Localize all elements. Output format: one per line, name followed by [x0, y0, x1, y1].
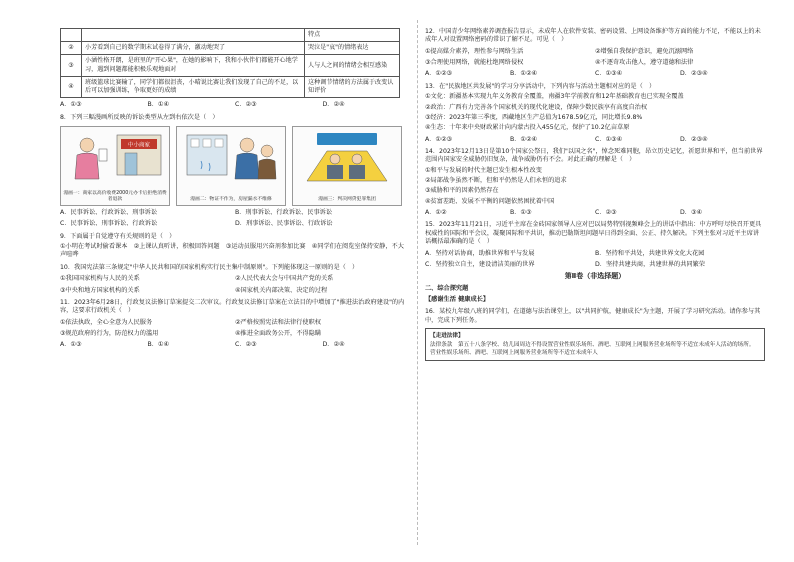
part2-subtitle: 【感谢生活 健康成长】	[425, 296, 490, 304]
option-b[interactable]: B．①③	[510, 209, 532, 217]
q8-options	[60, 209, 410, 217]
option-d[interactable]: D．③④	[680, 209, 703, 217]
statement-4: ④国家机关内部决策、决定的过程	[235, 286, 328, 294]
q9-text: 9．下面属于自觉遵守有关规则的是（ ）	[60, 232, 176, 240]
option-b[interactable]: B．①④	[147, 341, 170, 349]
q12-text: 12．中国青少年网络素养调查报告显示，未成年人在软件安装、密码设置、上网设备维护等方面的能力不足，不能以上的未成年人对设置网络密码的常识了解不足。可见（ ）	[425, 28, 761, 44]
option-d[interactable]: D．②③④	[680, 70, 708, 78]
option-a[interactable]: A．①②	[425, 209, 447, 217]
statement-1: ①提高媒介素养，理性参与网络生活	[425, 47, 524, 55]
q15-text: 15．2023年11月21日，习近平主席在金砖国家领导人应对巴以局势特别视频峰会上的讲话中指出：中方呼吁尽快召开更具权威性的国际和平会议，凝聚国际和平共识，推动巴勒斯坦问题早日得到全面、公正、持久解决。下列主张对习近平主席讲话概括最准确的是（ ）	[425, 221, 762, 246]
q12-statements	[425, 59, 765, 67]
option-b[interactable]: B．刑事诉讼、行政诉讼、民事诉讼	[235, 209, 333, 217]
q14-statement-2: ②局部战争虽然不断，但和平仍然是人们永恒的追求	[425, 177, 567, 185]
comic-strip	[60, 126, 410, 206]
q9-statements: ①小明在考试时偷看课本 ②上课认真听讲，积极回答问题 ③运动员服用兴奋剂参加比赛 ④同学们在阅览室保持安静，不大声喧哗	[60, 243, 404, 259]
comic-3	[292, 126, 402, 206]
row-description: 小芳看到自己的数学期末试卷得了满分，激动地哭了	[82, 42, 305, 55]
q15-options	[425, 261, 765, 269]
option-b[interactable]: B．①④	[147, 101, 170, 109]
q16-text: 16．某校九年级八班的同学们，在道德与法治课堂上，以"共同护航，健康成长"为主题，开展了学习研究活动。请你参与其中，完成下列任务。	[425, 308, 761, 324]
q10-text: 10．我国宪法第三条规定"中华人民共和国的国家机构实行民主集中制原则"。下列能体现这一原则的是（ ）	[60, 263, 359, 271]
table-header: 特点	[305, 29, 400, 42]
law-box-title: 【走进法律】	[430, 333, 464, 340]
row-number: ④	[61, 76, 82, 97]
option-c[interactable]: C．坚持独立自主，建设清洁美丽的世界	[425, 260, 535, 268]
q11-options	[60, 341, 410, 349]
row-description: 班级篮球比赛输了，同学们都很沮丧，小晴说比赛让我们发现了自己的不足，以后可以加强训练，争取更好的成绩	[82, 76, 305, 97]
statement-3: ③合理使用网络，就能杜绝网络侵权	[425, 59, 524, 67]
q10-statements	[60, 287, 410, 295]
comic-2-caption: 漫画二：物证不作为，房屋漏水不维修	[190, 197, 272, 203]
q11-statements	[60, 319, 410, 327]
statement-2: ②人民代表大会与中国共产党的关系	[235, 275, 334, 283]
option-c[interactable]: C．②③	[235, 101, 257, 109]
table-cell	[61, 29, 82, 42]
law-box	[425, 328, 765, 361]
option-d[interactable]: D．刑事诉讼、民事诉讼、行政诉讼	[235, 220, 333, 228]
option-b[interactable]: B．①②④	[510, 135, 538, 143]
option-c[interactable]: C．①③④	[595, 70, 623, 78]
row-description: 小涵性格开朗，是班里的"开心果"，在她的影响下，我和小伙伴们都能开心地学习，遇到问题都能积极乐观地面对	[82, 55, 305, 76]
q8-text: 8．下列三幅漫画所反映的诉讼类型从左到右依次是（ ）	[60, 113, 219, 121]
table-row	[61, 76, 400, 97]
table-row	[61, 55, 400, 76]
option-a[interactable]: A．民事诉讼、行政诉讼、刑事诉讼	[60, 209, 158, 217]
q13-item-4: ④生态：十年来中央财政累计向内蒙古投入455亿元，保护了10.2亿亩草原	[425, 124, 630, 132]
q14-statement-3: ③威胁和平的因素仍然存在	[425, 187, 499, 195]
option-c[interactable]: C．②③	[595, 209, 617, 217]
q13-item-3: ③经济：2023年第三季度，西藏地区生产总值为1678.59亿元，同比增长9.8%	[425, 113, 643, 121]
shop-sign: 中小商家	[127, 142, 151, 149]
q15-options	[425, 250, 765, 258]
q14-options	[425, 209, 765, 217]
table-row	[61, 42, 400, 55]
q12-options	[425, 70, 765, 78]
q11-text: 11．2023年6月28日，行政复议法修订草案提交二次审议。行政复议法修订草案在立法目的中增加了"推进法治政府建设"的内容，这要求行政机关（ ）	[60, 298, 405, 315]
law-box-text: 法律条款 第五十八条学校、幼儿园周边不得设置营业性娱乐场所、酒吧、互联网上网服务营业场所等不适宜未成年人活动的场所。营业性娱乐场所、酒吧、互联网上网服务营业场所等不适宜未成年人	[430, 341, 755, 356]
comic-1-caption: 漫画一：商家以高价收费2000元办卡后拒绝消费者退款	[63, 191, 167, 203]
statement-1: ①依法执政，全心全意为人民服务	[60, 318, 153, 326]
row-feature: 这种调节情绪的方法属于改变认知评价	[305, 76, 400, 97]
row-number: ③	[61, 55, 82, 76]
statement-2: ②严格按照宪法和法律行使职权	[235, 318, 321, 326]
comic-1	[60, 126, 170, 206]
statement-4: ④推进全面政务公开，不得隐瞒	[235, 329, 321, 337]
statement-2: ②增强自我保护意识，避免沉溺网络	[595, 47, 694, 55]
comic-1-illustration	[65, 131, 165, 183]
right-column	[425, 28, 765, 361]
statement-3: ③中央和地方国家机构的关系	[60, 286, 140, 294]
comic-2	[176, 126, 286, 206]
comic-3-caption: 漫画三：判决网贷犯罪集团	[318, 197, 376, 203]
row-number: ②	[61, 42, 82, 55]
statement-4: ④不逐奇攻击他人，遵守道德和法律	[595, 59, 694, 67]
q10-statements	[60, 275, 410, 283]
q8-options	[60, 220, 410, 228]
table-row	[61, 29, 400, 42]
q7-options	[60, 101, 410, 109]
statement-3: ③规范政府的行为，防范权力的滥用	[60, 329, 159, 337]
option-a[interactable]: A．①②③	[425, 70, 453, 78]
q14-statement-4: ④贫富差距、发展不平衡的问题依然困扰着中国	[425, 197, 555, 205]
q13-options	[425, 136, 765, 144]
option-d[interactable]: D．坚持共建共商，共建世界的共同繁荣	[595, 260, 705, 268]
option-c[interactable]: C．②③	[235, 341, 257, 349]
comic-2-illustration	[181, 131, 281, 183]
option-c[interactable]: C．民事诉讼、刑事诉讼、行政诉讼	[60, 220, 158, 228]
option-a[interactable]: A．坚持对话协商，助推世界和平与发展	[425, 249, 535, 257]
part2-title: 二、综合探究题	[425, 284, 469, 292]
option-d[interactable]: D．②④	[322, 341, 345, 349]
table-cell	[82, 29, 305, 42]
section-title: 第Ⅱ卷（非选择题）	[564, 272, 626, 281]
row-feature: 人与人之间的情绪会相互感染	[305, 55, 400, 76]
statement-1: ①我国国家机构与人民的关系	[60, 275, 140, 283]
option-a[interactable]: A．①③	[60, 341, 82, 349]
option-b[interactable]: B．①②④	[510, 70, 538, 78]
option-d[interactable]: D．②④	[322, 101, 345, 109]
left-column	[60, 28, 410, 353]
q13-text: 13．在"民族地区共发展"的学习分享活动中，下列内容与活动主题相对应的是（ ）	[425, 82, 656, 90]
q12-statements	[425, 48, 765, 56]
column-divider	[417, 20, 418, 545]
q11-statements	[60, 330, 410, 338]
option-b[interactable]: B．坚持和平共处，共建世界文化大花园	[595, 249, 705, 257]
comic-3-illustration	[297, 131, 397, 183]
option-d[interactable]: D．②③④	[680, 135, 708, 143]
option-a[interactable]: A．①②③	[425, 135, 453, 143]
q14-statement-1: ①和平与发展的时代主题已发生根本性改变	[425, 166, 542, 174]
row-feature: 哭泣是"哀"的情绪表达	[305, 42, 400, 55]
q13-item-1: ①文化：新疆基本实现九年义务教育全覆盖，南疆3年学前教育和12年基础教育也已实现全覆盖	[425, 93, 684, 101]
q14-text: 14．2023年12月13日是第10个国家公祭日，我们"以国之名"，悼念死难同胞，昂立历史记忆，祈愿世界和平，但当前世界范围内国家安全威胁仍旧复杂，战争威胁仍有不会。对此正确的理解是（ ）	[425, 147, 763, 164]
emotion-table	[60, 28, 400, 98]
option-c[interactable]: C．①③④	[595, 135, 623, 143]
q13-item-2: ②政治：广西有力完善各个国家机关的现代化建设，保障少数民族享有高度自治权	[425, 103, 648, 111]
option-a[interactable]: A．①③	[60, 101, 82, 109]
